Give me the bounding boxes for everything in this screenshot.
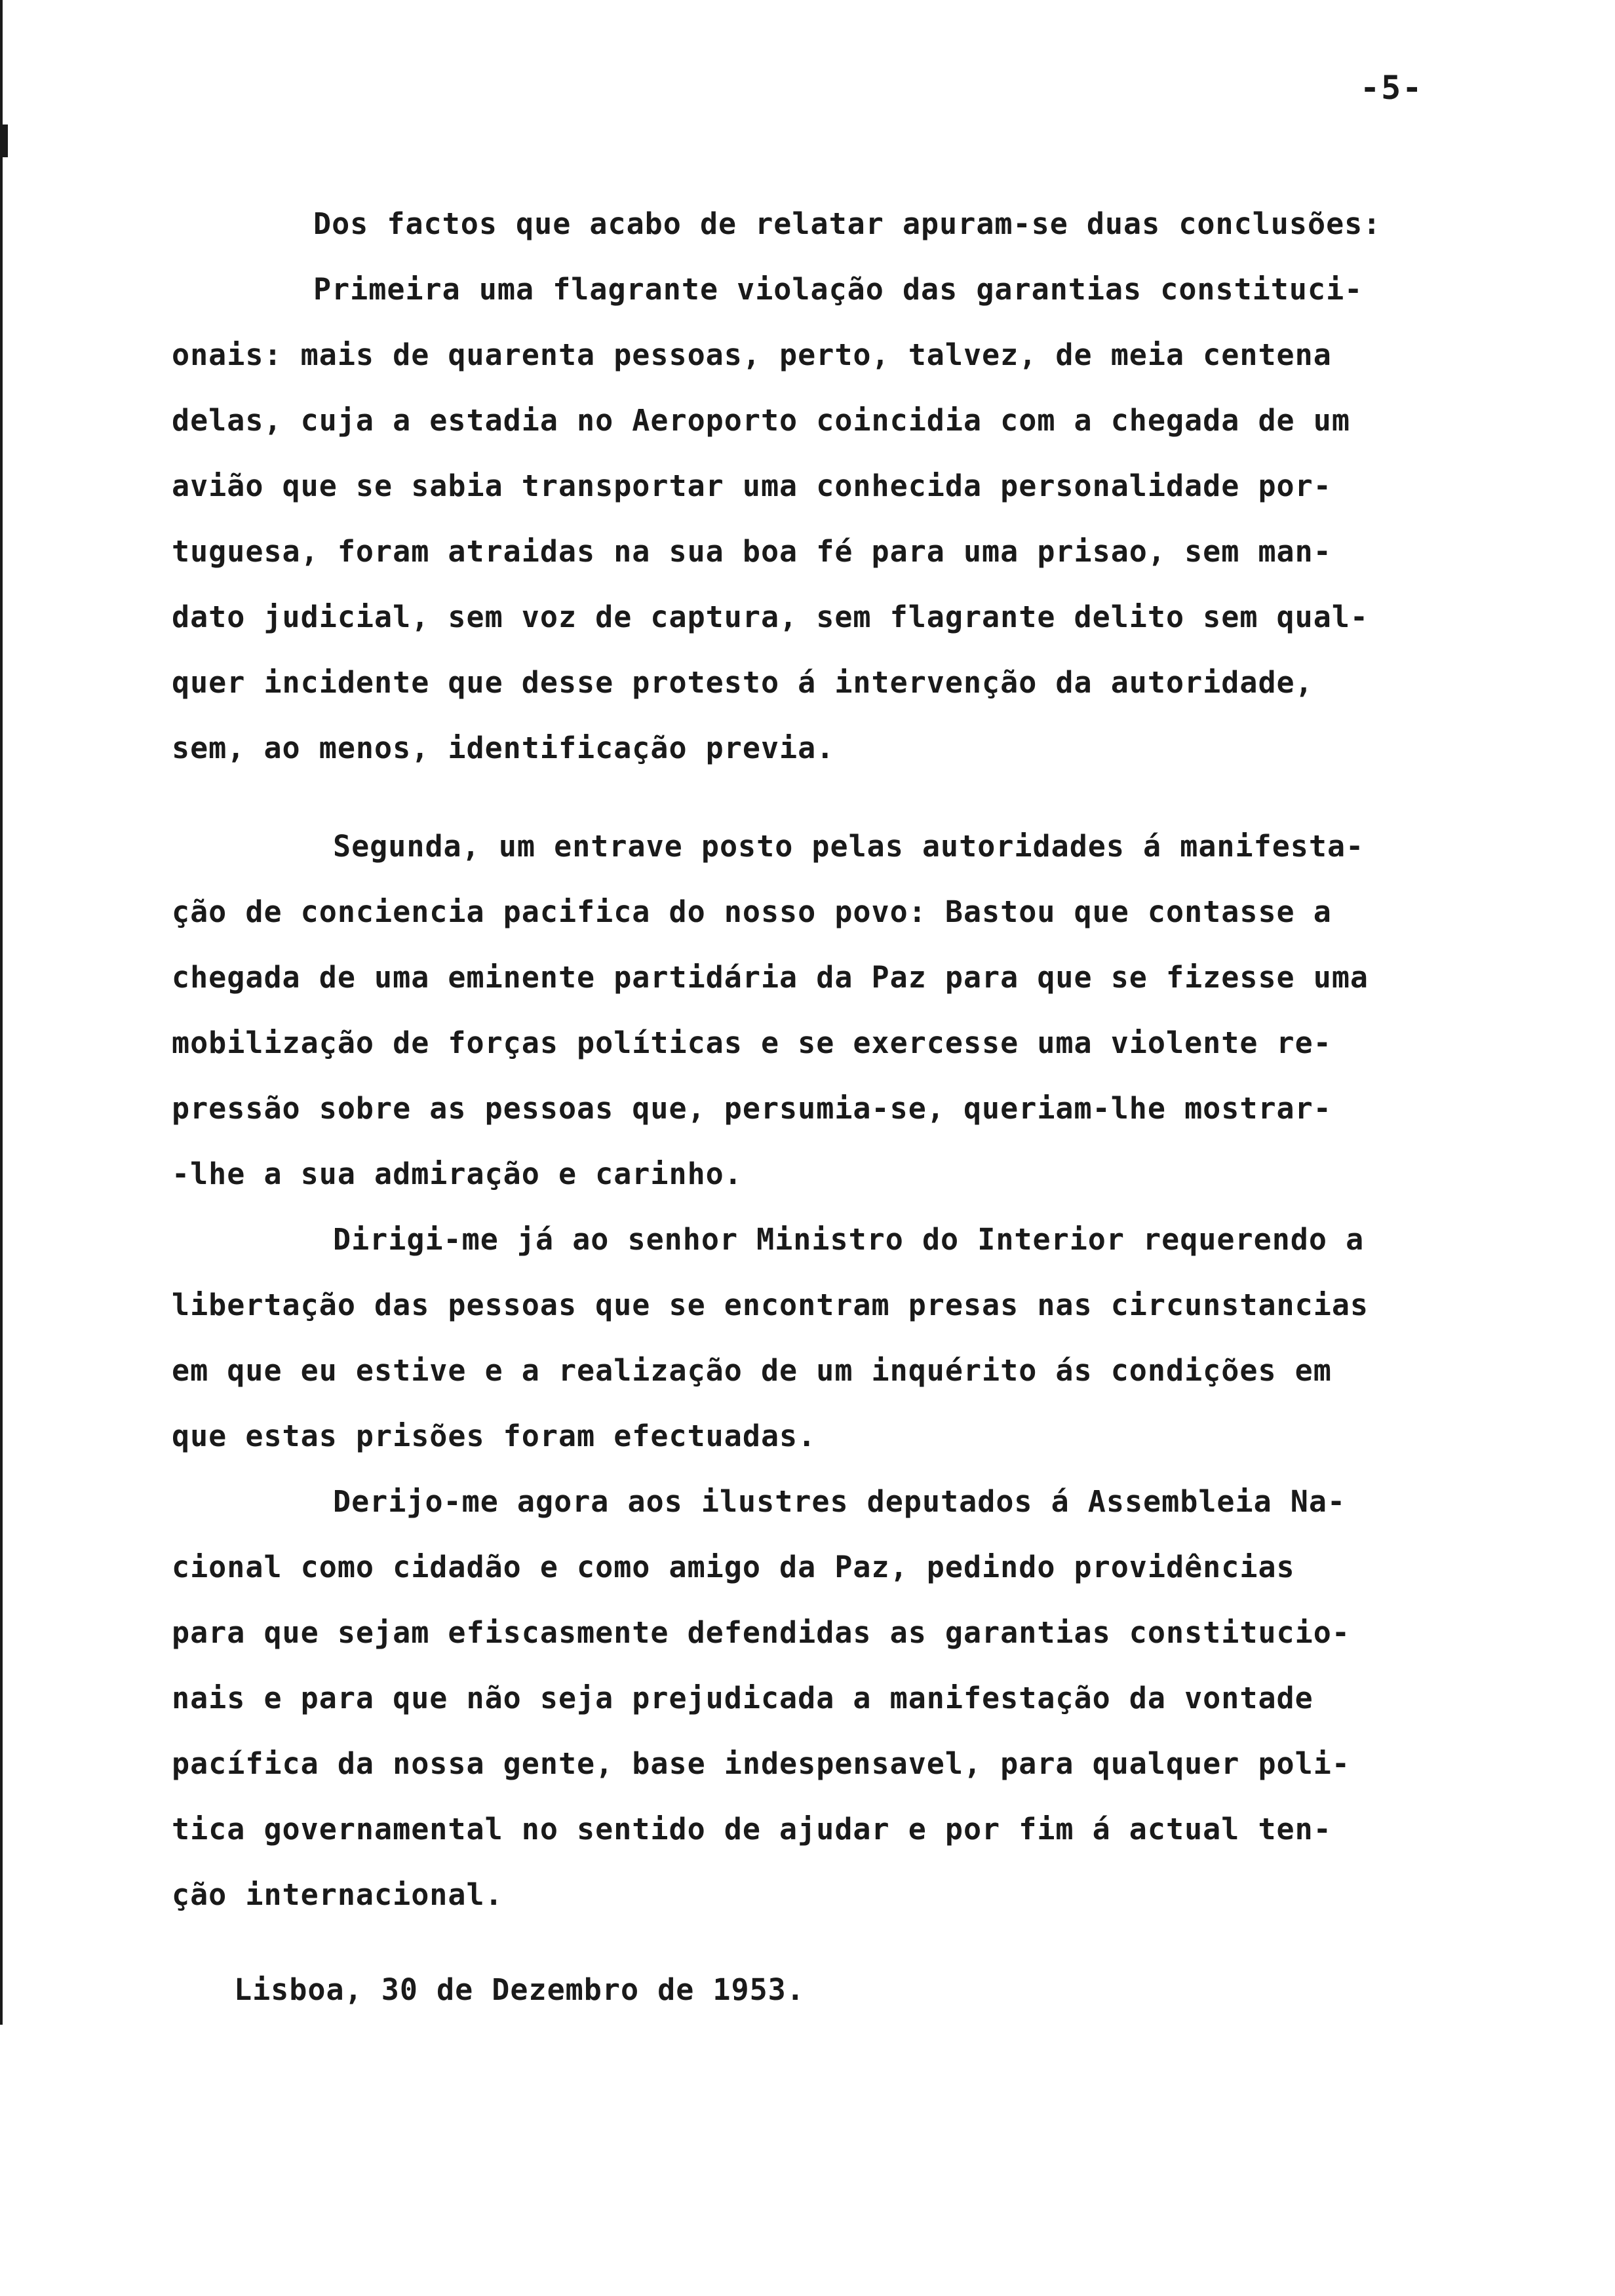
- text-line: Segunda, um entrave posto pelas autoridades á manifesta-: [333, 829, 1365, 864]
- text-line: pacífica da nossa gente, base indespensavel, para qualquer poli-: [172, 1746, 1350, 1781]
- text-line: Dos factos que acabo de relatar apuram-se duas conclusões:: [313, 206, 1382, 241]
- signoff-date: Lisboa, 30 de Dezembro de 1953.: [234, 1972, 805, 2007]
- text-line: sem, ao menos, identificação previa.: [172, 731, 835, 765]
- text-line: Primeira uma flagrante violação das garantias constituci-: [313, 272, 1363, 307]
- text-line: para que sejam efiscasmente defendidas as garantias constitucio-: [172, 1615, 1350, 1650]
- page-number: -5-: [1360, 69, 1424, 107]
- text-line: libertação das pessoas que se encontram presas nas circunstancias: [172, 1288, 1369, 1322]
- text-line: cional como cidadão e como amigo da Paz, pedindo providências: [172, 1550, 1295, 1584]
- text-line: ção de conciencia pacifica do nosso povo: Bastou que contasse a: [172, 894, 1332, 929]
- text-line: ção internacional.: [172, 1877, 503, 1912]
- text-line: tica governamental no sentido de ajudar e por fim á actual ten-: [172, 1812, 1332, 1846]
- text-line: delas, cuja a estadia no Aeroporto coincidia com a chegada de um: [172, 403, 1350, 438]
- text-line: -lhe a sua admiração e carinho.: [172, 1157, 743, 1191]
- text-line: pressão sobre as pessoas que, persumia-se, queriam-lhe mostrar-: [172, 1091, 1332, 1126]
- text-line: Dirigi-me já ao senhor Ministro do Interior requerendo a: [333, 1222, 1365, 1257]
- text-line: onais: mais de quarenta pessoas, perto, talvez, de meia centena: [172, 337, 1332, 372]
- text-line: mobilização de forças políticas e se exercesse uma violente re-: [172, 1025, 1332, 1060]
- text-line: Derijo-me agora aos ilustres deputados á Assembleia Na-: [333, 1484, 1346, 1519]
- text-line: tuguesa, foram atraidas na sua boa fé para uma prisao, sem man-: [172, 534, 1332, 569]
- text-line: chegada de uma eminente partidária da Paz para que se fizesse uma: [172, 960, 1369, 995]
- text-line: nais e para que não seja prejudicada a manifestação da vontade: [172, 1681, 1313, 1715]
- scan-left-edge: [0, 0, 3, 2025]
- text-line: em que eu estive e a realização de um inquérito ás condições em: [172, 1353, 1332, 1388]
- text-line: dato judicial, sem voz de captura, sem flagrante delito sem qual-: [172, 600, 1369, 634]
- text-line: que estas prisões foram efectuadas.: [172, 1419, 817, 1453]
- text-line: avião que se sabia transportar uma conhecida personalidade por-: [172, 469, 1332, 503]
- scan-left-mark: [0, 124, 8, 157]
- text-line: quer incidente que desse protesto á intervenção da autoridade,: [172, 665, 1313, 700]
